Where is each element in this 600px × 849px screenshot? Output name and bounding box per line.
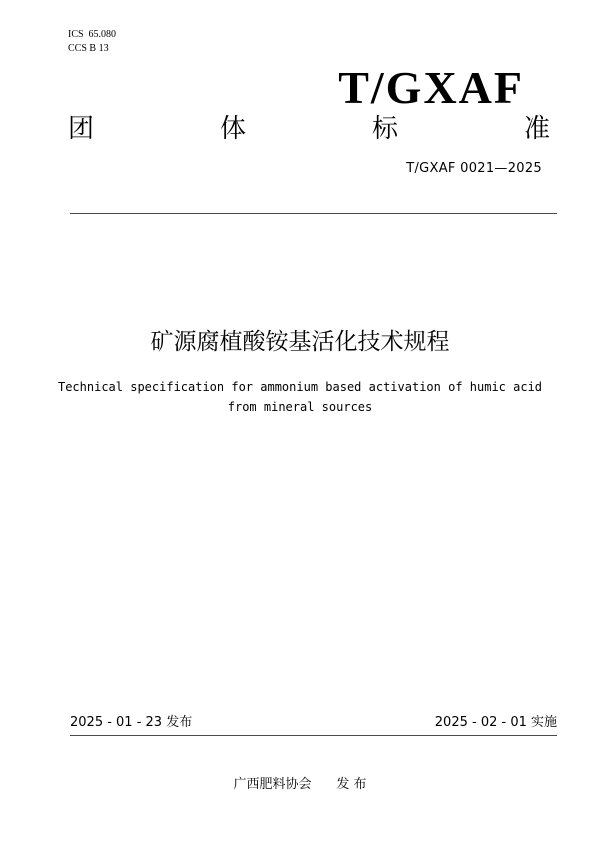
ccs-code: CCS B 13 <box>68 43 109 54</box>
english-title-line: from mineral sources <box>227 400 373 414</box>
classification-codes <box>68 28 116 56</box>
chinese-title: 矿源腐植酸铵基活化技术规程 <box>150 329 450 355</box>
standard-type-char: 标 <box>371 114 398 144</box>
standard-type-char: 体 <box>219 114 246 144</box>
publisher-name: 广西肥料协会 <box>233 777 312 792</box>
issue-date: 2025 - 01 - 23 发布 <box>70 715 193 730</box>
footer-divider <box>70 735 557 736</box>
publish-label: 发 布 <box>336 777 367 792</box>
standard-type-char: 准 <box>523 114 550 144</box>
english-title-line: Technical specification for ammonium based activation of humic acid <box>57 380 543 394</box>
english-title <box>0 377 600 417</box>
association-standard-code: T/GXAF <box>338 62 524 113</box>
standard-type-char: 团 <box>68 114 95 144</box>
implementation-date: 2025 - 02 - 01 实施 <box>434 715 557 730</box>
standard-number: T/GXAF 0021—2025 <box>406 161 542 176</box>
header-divider <box>70 213 557 214</box>
publisher-line <box>0 776 600 794</box>
standard-type-heading <box>68 112 550 146</box>
ics-code: ICS 65.080 <box>68 29 117 40</box>
